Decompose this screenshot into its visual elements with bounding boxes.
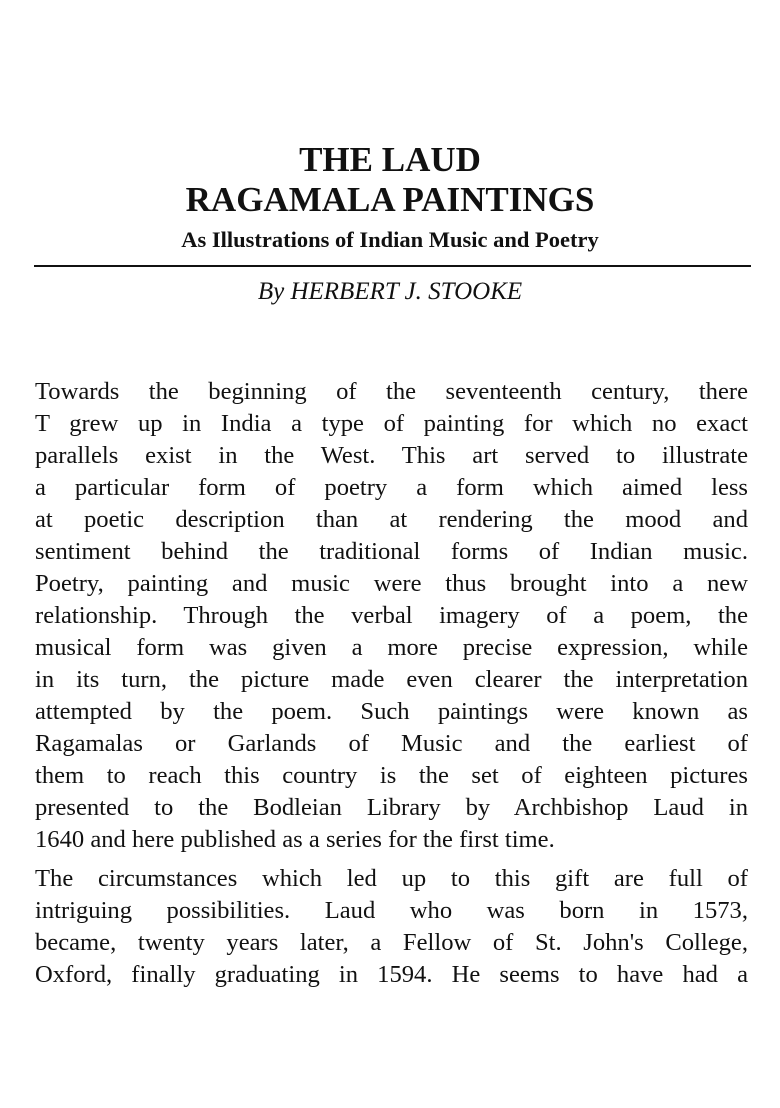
- text-line: parallels exist in the West. This art served to illustrate: [35, 442, 748, 469]
- subtitle: As Illustrations of Indian Music and Poetry: [181, 227, 599, 252]
- text-line: became, twenty years later, a Fellow of St. John's College,: [35, 929, 748, 956]
- text-line: The circumstances which led up to this gift are full of: [35, 865, 748, 892]
- title-line-2: RAGAMALA PAINTINGS: [185, 180, 595, 219]
- text-line: T grew up in India a type of painting for which no exact: [35, 410, 748, 437]
- text-line: attempted by the poem. Such paintings were known as: [35, 698, 748, 725]
- text-line: intriguing possibilities. Laud who was born in 1573,: [35, 897, 748, 924]
- text-line: musical form was given a more precise expression, while: [35, 634, 748, 661]
- text-line: presented to the Bodleian Library by Archbishop Laud in: [35, 794, 748, 821]
- text-line: 1640 and here published as a series for the first time.: [35, 826, 555, 853]
- text-line: Towards the beginning of the seventeenth century, there: [35, 378, 748, 405]
- title-line-1: THE LAUD: [299, 140, 481, 179]
- text-line: Ragamalas or Garlands of Music and the earliest of: [35, 730, 748, 757]
- text-line: a particular form of poetry a form which aimed less: [35, 474, 748, 501]
- text-line: Poetry, painting and music were thus brought into a new: [35, 570, 748, 597]
- text-line: in its turn, the picture made even clearer the interpretation: [35, 666, 748, 693]
- paragraph-1: [35, 376, 748, 856]
- paragraph-2: [35, 863, 748, 991]
- text-line: them to reach this country is the set of eighteen pictures: [35, 762, 748, 789]
- divider: [34, 265, 751, 267]
- text-line: sentiment behind the traditional forms of Indian music.: [35, 538, 748, 565]
- text-line: Oxford, finally graduating in 1594. He seems to have had a: [35, 961, 748, 988]
- text-line: at poetic description than at rendering the mood and: [35, 506, 748, 533]
- byline: By HERBERT J. STOOKE: [257, 278, 523, 305]
- text-line: relationship. Through the verbal imagery of a poem, the: [35, 602, 748, 629]
